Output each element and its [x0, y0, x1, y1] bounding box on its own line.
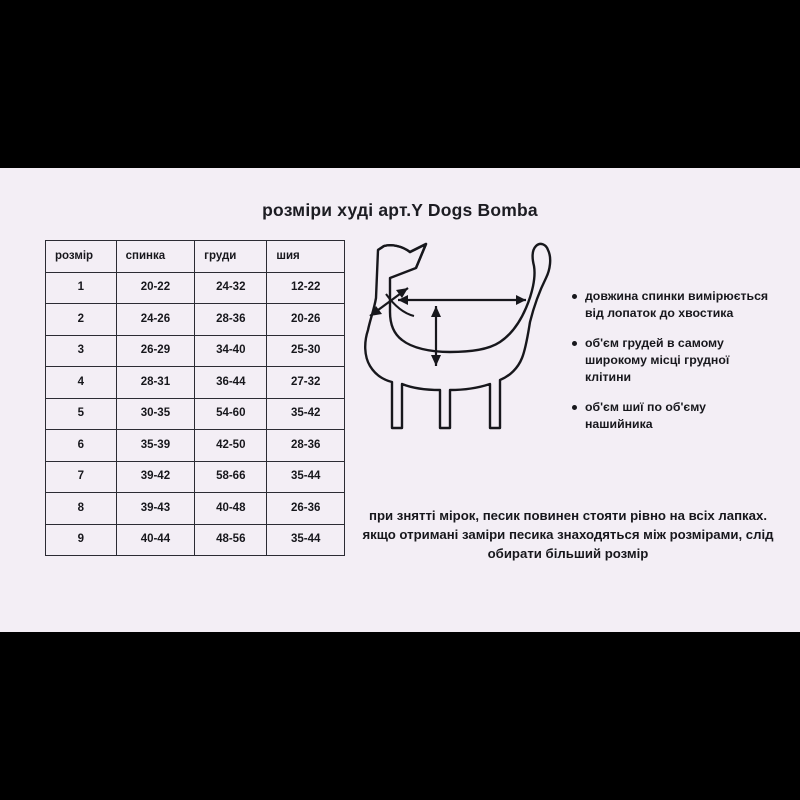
cell-back: 20-22 — [116, 272, 195, 304]
table-row — [46, 304, 345, 336]
size-chart-page — [0, 168, 800, 632]
note-back-length: довжина спинки вимірюється від лопаток до хвостика — [585, 289, 769, 320]
table-header-row — [46, 241, 345, 273]
table-row — [46, 493, 345, 525]
column-header-size: розмір — [46, 241, 117, 273]
bullet-dot-icon — [572, 405, 577, 410]
cell-size: 5 — [46, 398, 117, 430]
column-header-chest: груди — [195, 241, 267, 273]
table-row — [46, 272, 345, 304]
cell-neck: 12-22 — [267, 272, 345, 304]
cell-size: 9 — [46, 524, 117, 556]
cell-neck: 25-30 — [267, 335, 345, 367]
table-row — [46, 461, 345, 493]
page-title: розміри худі арт.Y Dogs Bomba — [262, 200, 538, 220]
cell-neck: 35-44 — [267, 524, 345, 556]
cell-size: 3 — [46, 335, 117, 367]
column-header-neck: шия — [267, 241, 345, 273]
cell-size: 8 — [46, 493, 117, 525]
cell-size: 2 — [46, 304, 117, 336]
measurement-notes-list — [572, 288, 772, 446]
footer-note: при знятті мірок, песик повинен стояти рівно на всіх лапках. якщо отримані заміри песика знаходяться між розмірами, слід обирати більший розмір — [362, 508, 774, 562]
table-row — [46, 398, 345, 430]
cell-neck: 28-36 — [267, 430, 345, 462]
cell-back: 28-31 — [116, 367, 195, 399]
cell-back: 26-29 — [116, 335, 195, 367]
cell-back: 30-35 — [116, 398, 195, 430]
cell-chest: 48-56 — [195, 524, 267, 556]
bullet-dot-icon — [572, 294, 577, 299]
cell-chest: 54-60 — [195, 398, 267, 430]
cell-size: 7 — [46, 461, 117, 493]
cell-neck: 20-26 — [267, 304, 345, 336]
bullet-dot-icon — [572, 341, 577, 346]
cell-chest: 24-32 — [195, 272, 267, 304]
cell-chest: 34-40 — [195, 335, 267, 367]
cell-chest: 28-36 — [195, 304, 267, 336]
cell-size: 6 — [46, 430, 117, 462]
cell-back: 39-42 — [116, 461, 195, 493]
cell-back: 35-39 — [116, 430, 195, 462]
table-row — [46, 367, 345, 399]
list-item — [572, 335, 772, 386]
cell-neck: 27-32 — [267, 367, 345, 399]
cell-chest: 42-50 — [195, 430, 267, 462]
cell-back: 24-26 — [116, 304, 195, 336]
note-neck-girth: об'єм шиї по об'єму нашийника — [585, 399, 706, 431]
cell-neck: 35-44 — [267, 461, 345, 493]
cell-chest: 36-44 — [195, 367, 267, 399]
table-row — [46, 524, 345, 556]
column-header-back: спинка — [116, 241, 195, 273]
cell-back: 40-44 — [116, 524, 195, 556]
cell-size: 4 — [46, 367, 117, 399]
cell-neck: 35-42 — [267, 398, 345, 430]
cell-chest: 40-48 — [195, 493, 267, 525]
dog-diagram-icon — [340, 238, 570, 473]
cell-chest: 58-66 — [195, 461, 267, 493]
list-item — [572, 399, 772, 433]
size-table — [45, 240, 345, 556]
list-item — [572, 288, 772, 322]
cell-neck: 26-36 — [267, 493, 345, 525]
dog-measurement-illustration — [340, 238, 570, 473]
cell-back: 39-43 — [116, 493, 195, 525]
cell-size: 1 — [46, 272, 117, 304]
note-chest-girth: об'єм грудей в самому широкому місці грудної клітини — [585, 335, 730, 384]
table-row — [46, 335, 345, 367]
table-row — [46, 430, 345, 462]
